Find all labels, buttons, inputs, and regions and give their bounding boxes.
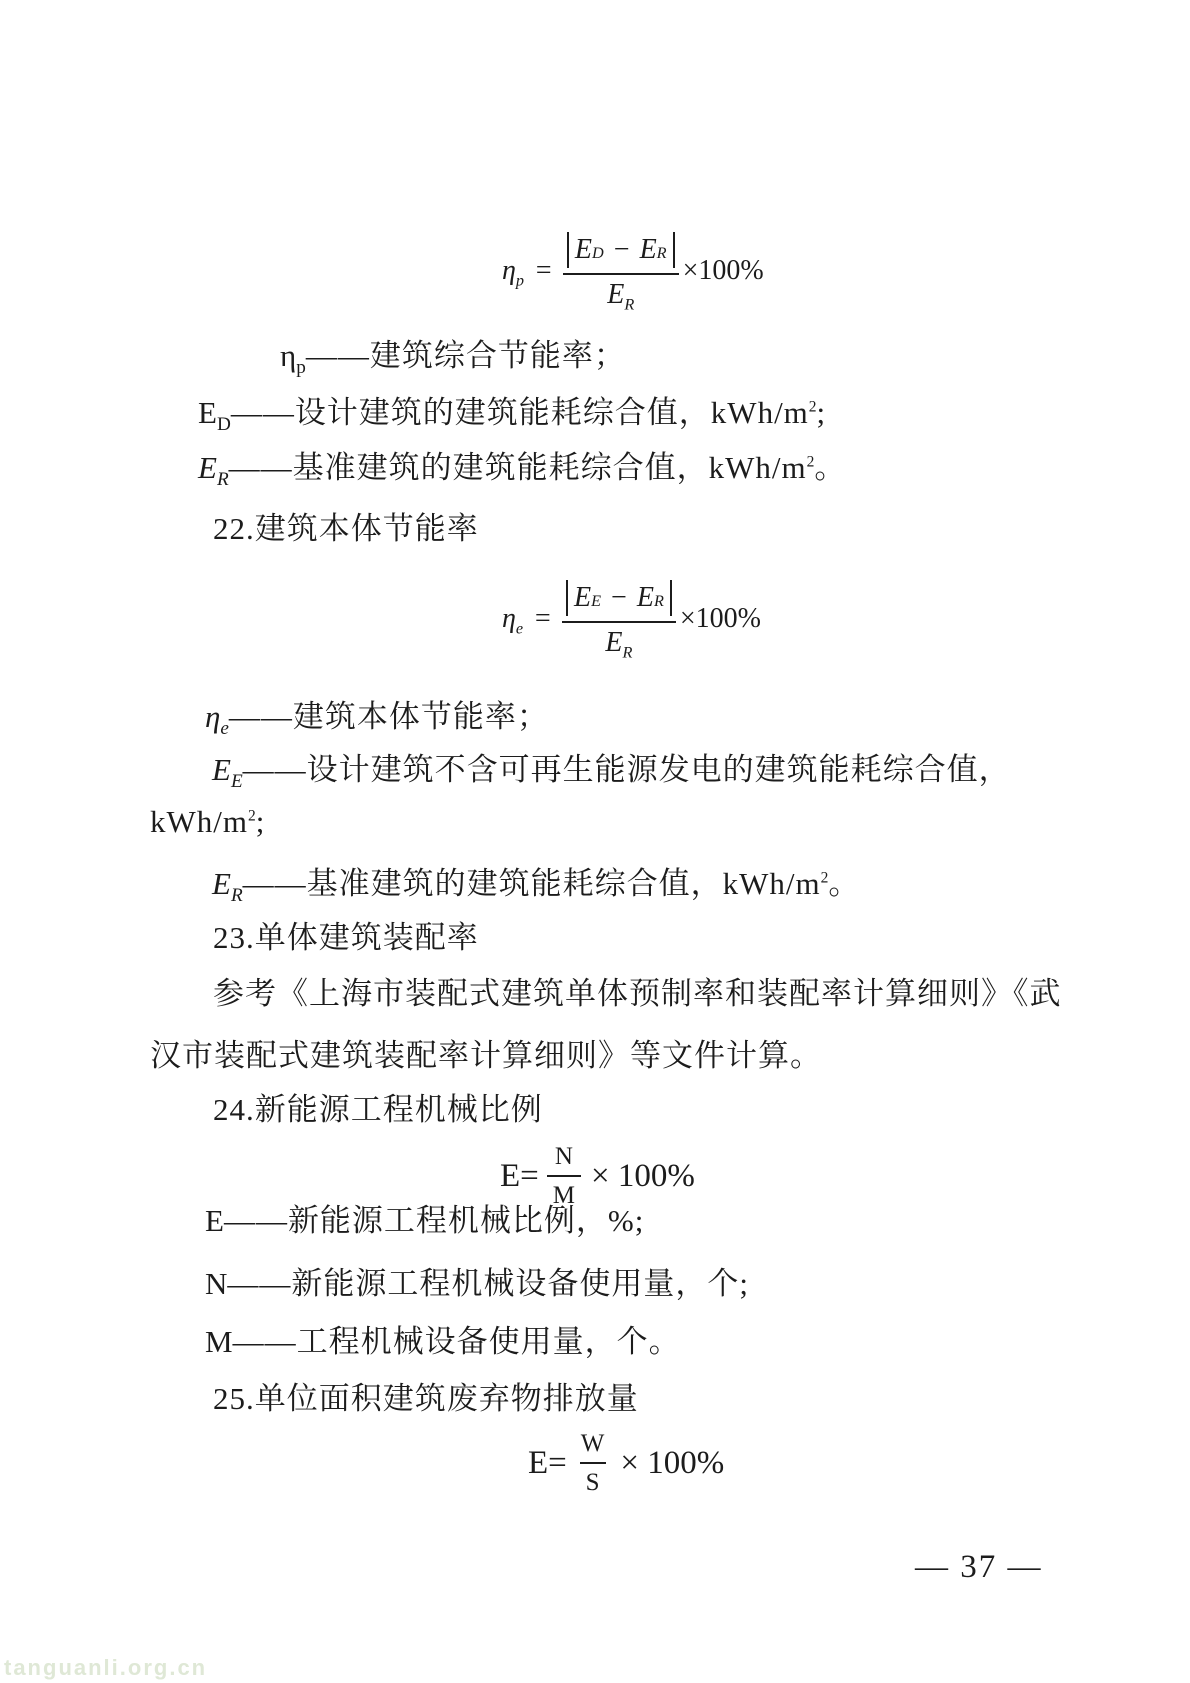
formula-eta-p bbox=[502, 230, 764, 314]
definition-line-e bbox=[205, 1205, 644, 1236]
page-number: — 37 — bbox=[915, 1549, 1043, 1585]
equals-sign: = bbox=[533, 602, 553, 634]
formula-lhs-symbol: $\eta_p$ bbox=[502, 254, 525, 290]
definition-text: ——设计建筑不含可再生能源发电的建筑能耗综合值， bbox=[242, 752, 1011, 787]
symbol-e-r: $E_R$ bbox=[198, 450, 229, 491]
equals-sign: = bbox=[534, 254, 553, 286]
symbol-e-r: $E_R$ bbox=[212, 866, 243, 907]
fraction-numerator: W bbox=[580, 1430, 605, 1457]
times-100-percent: ×100% bbox=[682, 254, 764, 286]
fraction bbox=[563, 230, 679, 314]
formula-e-nm bbox=[500, 1143, 695, 1210]
fraction bbox=[562, 578, 676, 662]
formula-lhs-symbol: $\eta_e$ bbox=[502, 602, 524, 638]
absolute-value-expression: E E − E R bbox=[566, 580, 672, 616]
heading-24: 24.新能源工程机械比例 bbox=[213, 1092, 543, 1127]
para-ref-line-2: 汉市装配式建筑装配率计算细则》等文件计算。 bbox=[150, 1038, 822, 1073]
line-unit-kwh bbox=[150, 806, 265, 837]
superscript-2: 2 bbox=[808, 398, 817, 416]
formula-eta-e bbox=[502, 578, 761, 662]
formula-lhs: E= bbox=[500, 1158, 539, 1194]
punctuation: ; bbox=[255, 804, 266, 839]
heading-23: 23.单体建筑装配率 bbox=[213, 920, 479, 955]
heading-22: 22.建筑本体节能率 bbox=[213, 511, 479, 546]
watermark: tanguanli.org.cn bbox=[4, 1655, 208, 1680]
symbol-e: E bbox=[205, 1203, 224, 1238]
fraction-numerator: N bbox=[554, 1143, 573, 1170]
definition-text: ——基准建筑的建筑能耗综合值，kWh/m bbox=[242, 866, 821, 901]
minus-sign: − bbox=[611, 582, 627, 613]
fraction-denominator: M bbox=[547, 1175, 581, 1210]
punctuation: 。 bbox=[828, 866, 861, 901]
definition-text: ——新能源工程机械比例，%; bbox=[223, 1203, 645, 1238]
fraction-denominator: $E_R$ bbox=[605, 627, 633, 662]
definition-text: ——建筑综合节能率； bbox=[305, 338, 626, 373]
symbol-eta-e: $\eta_e$ bbox=[205, 699, 229, 740]
definition-line-e-r-2 bbox=[212, 866, 861, 907]
definition-line-e-e bbox=[212, 752, 1011, 793]
symbol-m: M bbox=[205, 1324, 233, 1359]
times-100-percent: × 100% bbox=[591, 1158, 695, 1194]
formula-lhs: E= bbox=[528, 1445, 567, 1481]
absolute-value-expression: E D − E R bbox=[567, 232, 675, 268]
definition-line-eta-e bbox=[205, 699, 549, 740]
superscript-2: 2 bbox=[806, 453, 815, 471]
definition-text: ——设计建筑的建筑能耗综合值，kWh/m bbox=[230, 395, 809, 430]
definition-line-e-r-1 bbox=[198, 450, 847, 491]
superscript-2: 2 bbox=[248, 807, 256, 825]
fraction-numerator bbox=[563, 230, 679, 275]
definition-line-e-d bbox=[198, 395, 827, 436]
superscript-2: 2 bbox=[820, 869, 829, 887]
definition-text: ——建筑本体节能率； bbox=[228, 699, 549, 734]
definition-text: ——新能源工程机械设备使用量，个; bbox=[227, 1266, 750, 1301]
para-ref-line-1: 参考《上海市装配式建筑单体预制率和装配率计算细则》《武 bbox=[213, 976, 1062, 1011]
times-100-percent: × 100% bbox=[620, 1445, 725, 1481]
punctuation: 。 bbox=[814, 450, 847, 485]
fraction-denominator: S bbox=[580, 1462, 606, 1497]
fraction bbox=[575, 1430, 611, 1497]
definition-text: ——基准建筑的建筑能耗综合值，kWh/m bbox=[228, 450, 807, 485]
symbol-e-e: $E_E$ bbox=[212, 752, 243, 793]
punctuation: ; bbox=[816, 395, 827, 430]
definition-line-eta-p bbox=[280, 338, 626, 379]
fraction bbox=[547, 1143, 581, 1210]
heading-25: 25.单位面积建筑废弃物排放量 bbox=[213, 1381, 639, 1416]
formula-e-ws bbox=[528, 1430, 724, 1497]
fraction-denominator: $E_R$ bbox=[607, 279, 635, 314]
symbol-eta-p: $\eta_p$ bbox=[280, 338, 306, 379]
definition-line-m bbox=[205, 1326, 681, 1357]
times-100-percent: ×100% bbox=[679, 602, 761, 634]
minus-sign: − bbox=[613, 234, 630, 265]
definition-text: ——工程机械设备使用量，个。 bbox=[232, 1324, 681, 1359]
symbol-n: N bbox=[205, 1266, 228, 1301]
unit-text: kWh/m bbox=[150, 804, 248, 839]
fraction-numerator bbox=[562, 578, 676, 623]
definition-line-n bbox=[205, 1268, 749, 1299]
symbol-e-d: $E_D$ bbox=[198, 395, 231, 436]
